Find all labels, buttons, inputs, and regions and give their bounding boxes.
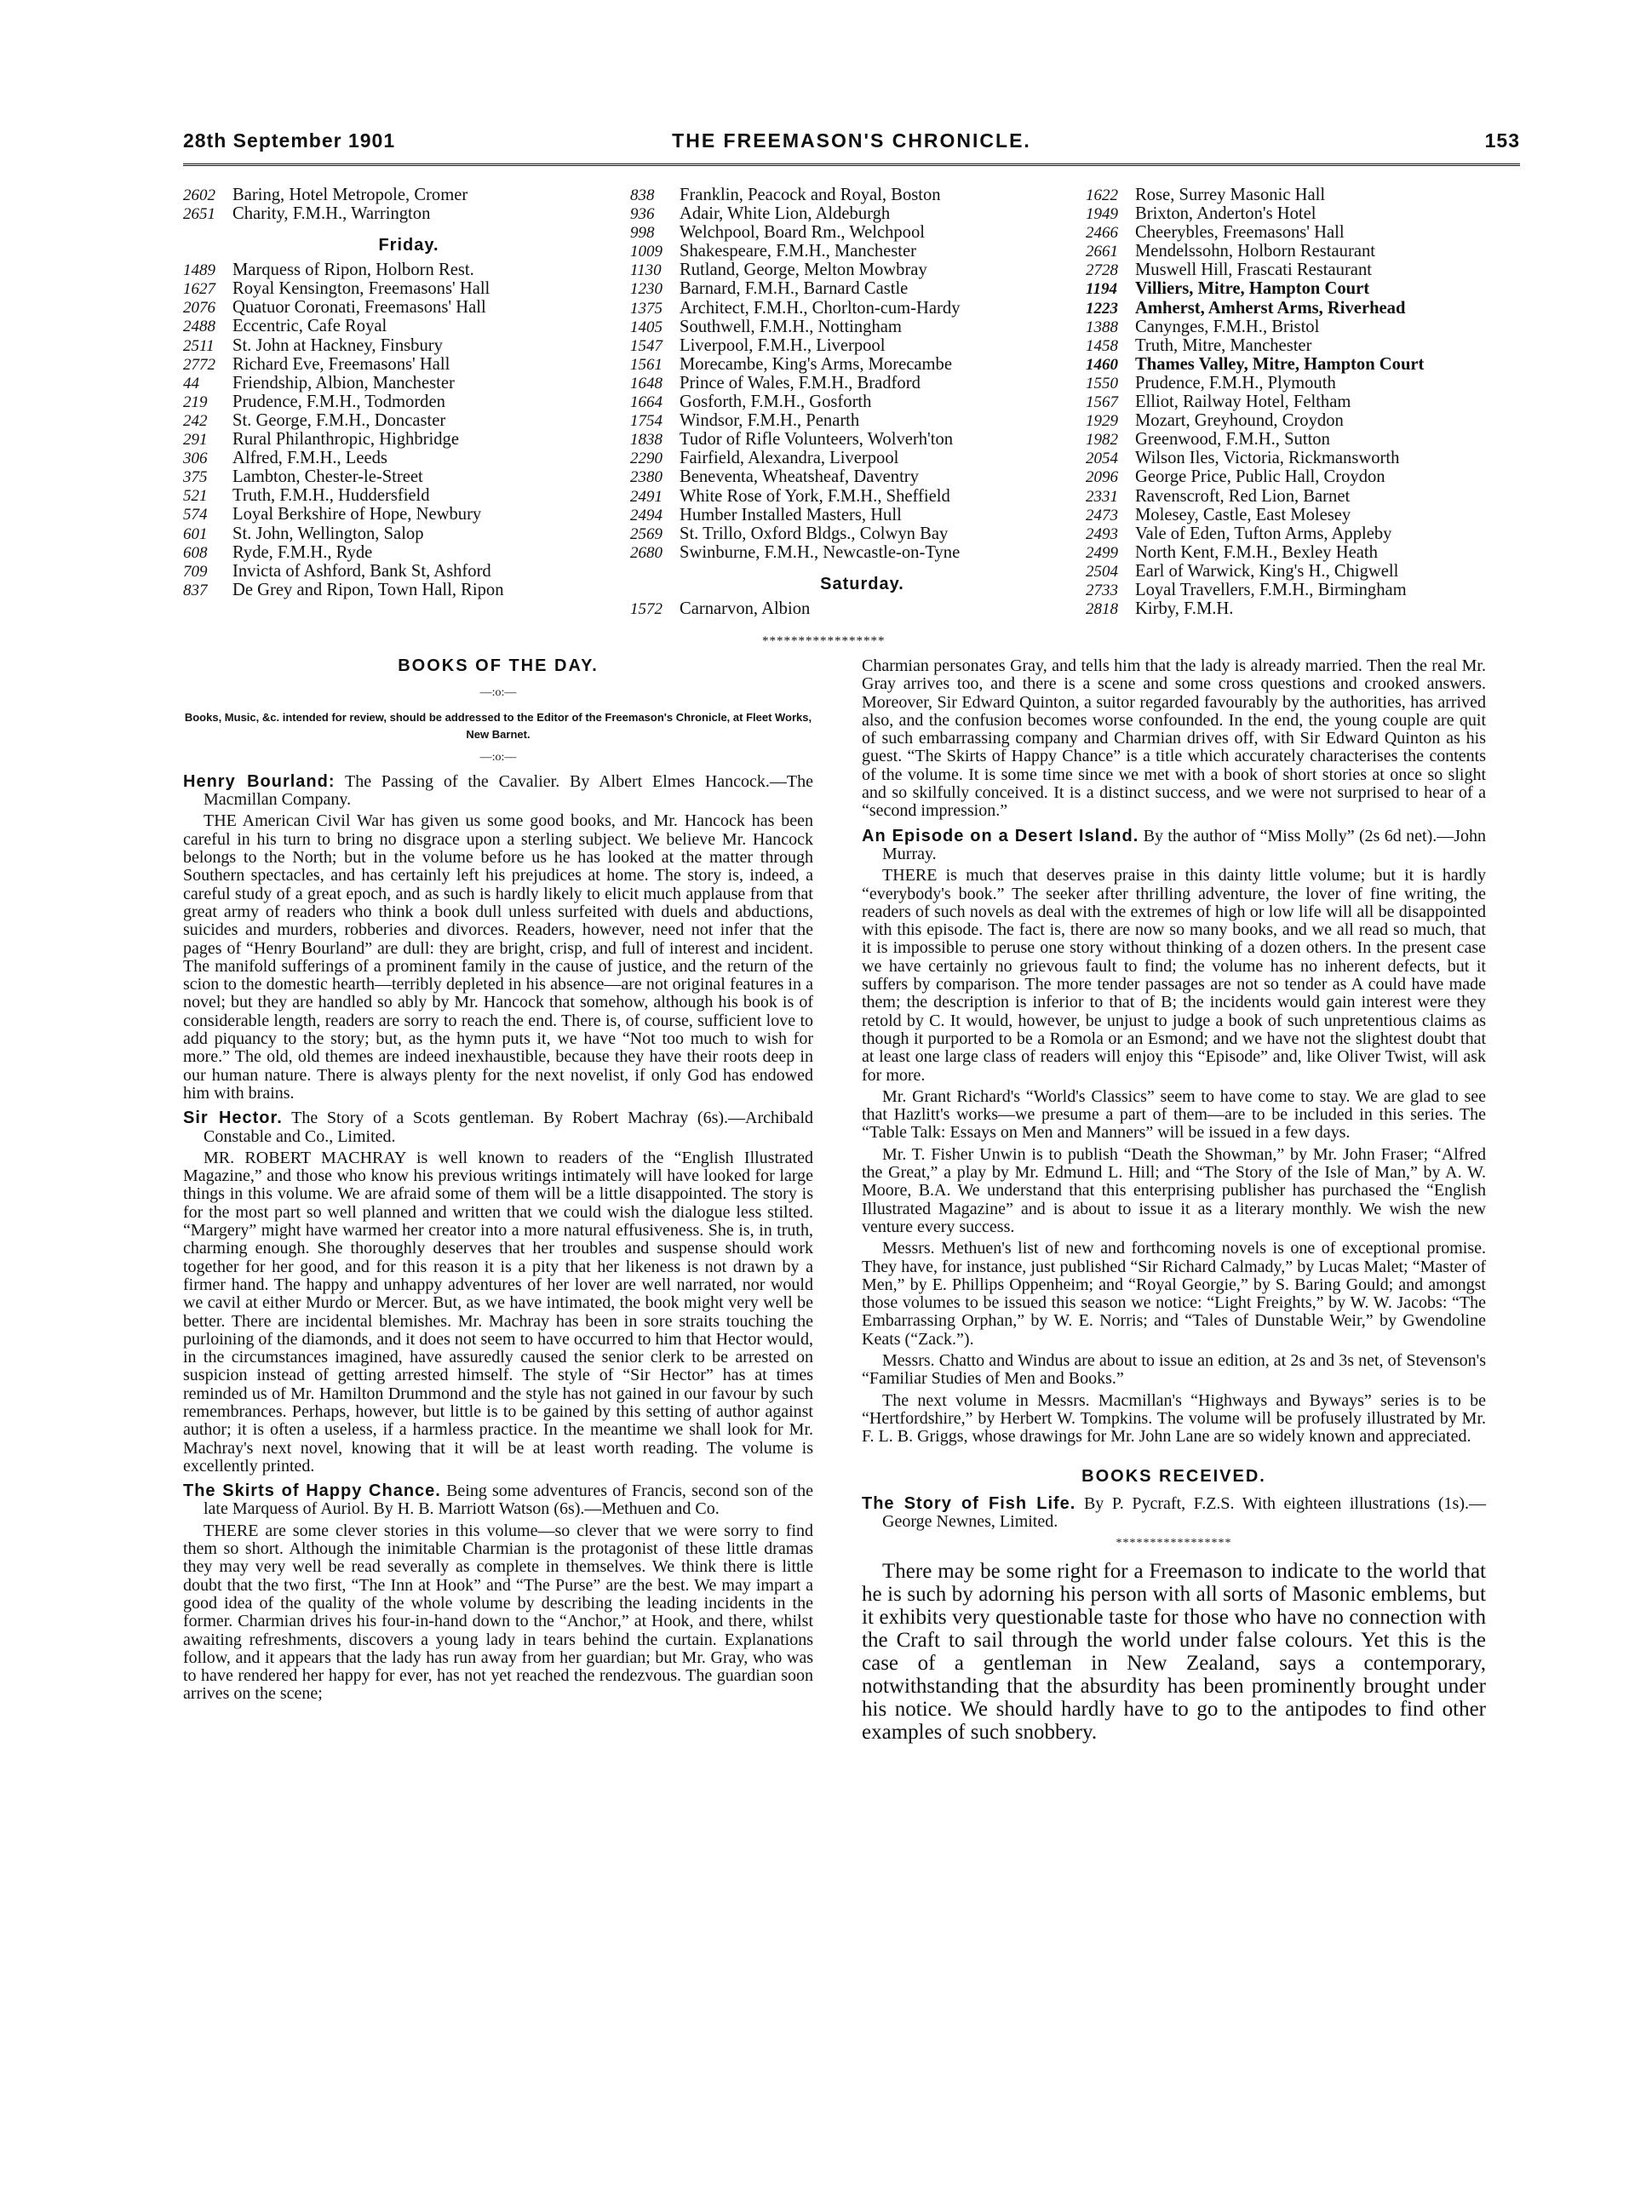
lodge-entry xyxy=(1086,204,1529,223)
lodge-list-col3 xyxy=(1086,186,1529,618)
lodge-list-top xyxy=(183,186,634,223)
lodge-number: 1230 xyxy=(630,280,663,299)
lodge-name: Rutland, George, Melton Mowbray xyxy=(680,261,927,280)
review-details: The Passing of the Cavalier. By Albert Elmes Hancock.—The Macmillan Company. xyxy=(204,771,813,810)
lodge-entry xyxy=(183,374,634,393)
lodge-entry xyxy=(630,186,1094,204)
lodge-name: St. John, Wellington, Salop xyxy=(232,524,424,543)
lodge-entry xyxy=(183,393,634,411)
lodge-name: Prudence, F.M.H., Plymouth xyxy=(1135,373,1336,393)
lodge-number: 1572 xyxy=(630,599,663,618)
lodge-entry xyxy=(183,467,634,486)
lodge-number: 2054 xyxy=(1086,450,1118,468)
lodge-name: Canynges, F.M.H., Bristol xyxy=(1135,317,1320,336)
lodge-name: Truth, F.M.H., Huddersfield xyxy=(232,486,430,506)
lodge-number: 306 xyxy=(183,450,208,468)
lodge-number: 1627 xyxy=(183,280,215,299)
lodge-number: 2499 xyxy=(1086,543,1118,562)
lodge-name: Beneventa, Wheatsheaf, Daventry xyxy=(680,467,919,487)
lodge-name: Loyal Travellers, F.M.H., Birmingham xyxy=(1135,580,1407,599)
lodge-name: De Grey and Ripon, Town Hall, Ripon xyxy=(232,580,504,599)
news-paragraph: Messrs. Methuen's list of new and forthcoming novels is one of exceptional promise. They have, for instance, just published “Sir Richard Calmady,” by Lucas Malet; “Master of Men,” by E. Phillips Oppenheim; and “Royal Georgie,” by S. Baring Gould; and amongst those volumes to be issued this season we notice: “Light Freights,” by W. W. Jacobs: “The Embarrassing Orphan,” by W. E. Norris; and “Tales of Dunstable Weir,” by Gwendoline Keats (“Zack.”). xyxy=(862,1239,1486,1349)
lodge-entry xyxy=(183,411,634,430)
lodge-name: Vale of Eden, Tufton Arms, Appleby xyxy=(1135,524,1392,543)
lodge-entry xyxy=(183,543,634,562)
saturday-heading: Saturday. xyxy=(820,574,904,593)
lodge-name: Shakespeare, F.M.H., Manchester xyxy=(680,242,917,261)
lodge-entry xyxy=(183,449,634,467)
lodge-entry xyxy=(630,318,1094,336)
lodge-number: 837 xyxy=(183,581,208,599)
lodge-name: Prince of Wales, F.M.H., Bradford xyxy=(680,373,921,393)
lodge-number: 2076 xyxy=(183,299,215,318)
received-details: By P. Pycraft, F.Z.S. With eighteen illustrations (1s).—George Newnes, Limited. xyxy=(882,1493,1487,1532)
lodge-number: 2488 xyxy=(183,318,215,336)
lodge-number: 1561 xyxy=(630,355,663,374)
lodge-entry xyxy=(1086,261,1529,279)
lodge-name: Rose, Surrey Masonic Hall xyxy=(1135,186,1326,204)
lodge-entry xyxy=(183,261,634,279)
lodge-name: Welchpool, Board Rm., Welchpool xyxy=(680,223,925,243)
lodge-number: 1388 xyxy=(1086,318,1118,336)
lodge-number: 242 xyxy=(183,411,208,430)
lodge-entry xyxy=(1086,374,1529,393)
lodge-name: Baring, Hotel Metropole, Cromer xyxy=(232,186,468,204)
lodge-number: 2494 xyxy=(630,506,663,524)
lodge-name: White Rose of York, F.M.H., Sheffield xyxy=(680,486,950,506)
lodge-entry xyxy=(1086,223,1529,242)
lodge-number: 2491 xyxy=(630,487,663,506)
lodge-entry xyxy=(630,393,1094,411)
lodge-name: North Kent, F.M.H., Bexley Heath xyxy=(1135,542,1378,562)
lodge-name: Royal Kensington, Freemasons' Hall xyxy=(232,279,490,299)
lodge-number: 1458 xyxy=(1086,336,1118,355)
lodge-name: Loyal Berkshire of Hope, Newbury xyxy=(232,505,482,524)
lodge-number: 2504 xyxy=(1086,562,1118,581)
news-paragraph: Mr. Grant Richard's “World's Classics” seem to have come to stay. We are glad to see that Hazlitt's works—we presume a part of them—are to be included in this series. The “Table Talk: Essays on Men and Manners” will be issued in a few days. xyxy=(862,1086,1486,1143)
lodge-name: Wilson Iles, Victoria, Rickmansworth xyxy=(1135,449,1400,468)
lodge-number: 1648 xyxy=(630,374,663,393)
lodge-name: Ryde, F.M.H., Ryde xyxy=(232,542,373,562)
lodge-entry xyxy=(1086,411,1529,430)
lodge-number: 2728 xyxy=(1086,261,1118,280)
review-title: Henry Bourland: xyxy=(183,771,336,791)
lodge-number: 1754 xyxy=(630,412,663,431)
lodge-number: 1949 xyxy=(1086,205,1118,224)
lodge-entry xyxy=(1086,449,1529,467)
lodge-entry xyxy=(1086,562,1529,581)
lodge-entry xyxy=(183,505,634,524)
lodge-entry xyxy=(630,524,1094,543)
lodge-name: Franklin, Peacock and Royal, Boston xyxy=(680,186,941,204)
lodge-list-saturday xyxy=(630,599,1094,618)
lodge-list-column-1 xyxy=(183,186,634,599)
lodge-number: 709 xyxy=(183,562,208,581)
lodge-name: Truth, Mitre, Manchester xyxy=(1135,335,1312,355)
lodge-name: Kirby, F.M.H. xyxy=(1135,599,1234,619)
lodge-number: 1838 xyxy=(630,431,663,450)
lodge-name: Earl of Warwick, King's H., Chigwell xyxy=(1135,561,1399,581)
lodge-number: 1460 xyxy=(1086,355,1118,374)
lodge-name: Adair, White Lion, Aldeburgh xyxy=(680,204,891,224)
lodge-number: 1375 xyxy=(630,299,663,318)
lodge-number: 2511 xyxy=(183,336,215,355)
lodge-name: Cheerybles, Freemasons' Hall xyxy=(1135,223,1345,243)
lodge-name: Quatuor Coronati, Freemasons' Hall xyxy=(232,298,486,318)
lodge-entry xyxy=(630,299,1094,318)
lodge-entry xyxy=(1086,393,1529,411)
lodge-entry xyxy=(630,355,1094,374)
closing-paragraph: There may be some right for a Freemason to indicate to the world that he is such by adorning his person with all sorts of Masonic emblems, but it exhibits very questionable taste for those who have no connection with the Craft to sail through the world under false colours. Yet this is the case of a gentleman in New Zealand, says a contemporary, notwithstanding that the absurdity has been prominently brought under his notice. We should hardly have to go to the antipodes to find other examples of such snobbery. xyxy=(862,1559,1486,1744)
lodge-entry xyxy=(630,223,1094,242)
lodge-entry xyxy=(1086,355,1529,374)
lodge-entry xyxy=(183,581,634,599)
lodge-name: Elliot, Railway Hotel, Feltham xyxy=(1135,393,1351,412)
lodge-name: Mozart, Greyhound, Croydon xyxy=(1135,411,1344,431)
books-heading: BOOKS OF THE DAY. xyxy=(398,656,599,675)
lodge-number: 1550 xyxy=(1086,374,1118,393)
lodge-entry xyxy=(630,430,1094,449)
review-title: Sir Hector. xyxy=(183,1109,283,1128)
lodge-number: 1194 xyxy=(1086,280,1117,299)
lodge-entry xyxy=(1086,487,1529,506)
lodge-name: St. Trillo, Oxford Bldgs., Colwyn Bay xyxy=(680,524,949,543)
lodge-entry xyxy=(183,298,634,317)
lodge-entry xyxy=(1086,279,1529,298)
lodge-name: Gosforth, F.M.H., Gosforth xyxy=(680,393,872,412)
lodge-name: Friendship, Albion, Manchester xyxy=(232,373,455,393)
lodge-entry xyxy=(1086,467,1529,486)
lodge-number: 1489 xyxy=(183,261,215,280)
separator: —:o:— xyxy=(479,686,517,700)
lodge-name: Lambton, Chester-le-Street xyxy=(232,467,423,487)
received-entry xyxy=(862,1495,1486,1532)
lodge-number: 1982 xyxy=(1086,431,1118,450)
lodge-entry xyxy=(630,204,1094,223)
lodge-entry xyxy=(1086,543,1529,562)
section-divider-stars: ***************** xyxy=(1116,1537,1232,1550)
separator: —:o:— xyxy=(479,750,517,764)
lodge-name: Mendelssohn, Holborn Restaurant xyxy=(1135,242,1375,261)
lodge-entry xyxy=(183,562,634,581)
lodge-number: 1547 xyxy=(630,336,663,355)
lodge-name: Morecambe, King's Arms, Morecambe xyxy=(680,354,952,374)
lodge-entry xyxy=(1086,336,1529,355)
lodge-number: 291 xyxy=(183,431,208,450)
lodge-name: Amherst, Amherst Arms, Riverhead xyxy=(1135,298,1406,318)
lodge-number: 219 xyxy=(183,393,208,411)
lodge-number: 2680 xyxy=(630,543,663,562)
lodge-entry xyxy=(630,599,1094,618)
lodge-list-column-2 xyxy=(630,186,1094,618)
lodge-entry xyxy=(1086,430,1529,449)
review-details: Being some adventures of Francis, second son of the late Marquess of Auriol. By H. B. Marriott Watson (6s).—Methuen and Co. xyxy=(204,1481,814,1519)
lodge-entry xyxy=(183,204,634,223)
lodge-entry xyxy=(1086,186,1529,204)
lodge-entry xyxy=(630,411,1094,430)
lodge-entry xyxy=(630,374,1094,393)
lodge-name: Alfred, F.M.H., Leeds xyxy=(232,449,387,468)
lodge-number: 601 xyxy=(183,524,208,543)
lodge-name: Fairfield, Alexandra, Liverpool xyxy=(680,449,899,468)
lodge-entry xyxy=(630,543,1094,562)
lodge-number: 1929 xyxy=(1086,412,1118,431)
lodge-name: Muswell Hill, Frascati Restaurant xyxy=(1135,261,1372,280)
friday-heading: Friday. xyxy=(378,236,439,255)
lodge-name: Windsor, F.M.H., Penarth xyxy=(680,411,860,431)
lodge-entry xyxy=(630,467,1094,486)
books-received-heading: BOOKS RECEIVED. xyxy=(1081,1467,1266,1487)
lodge-list-col2 xyxy=(630,186,1094,562)
lodge-number: 2466 xyxy=(1086,224,1118,243)
lodge-number: 2602 xyxy=(183,186,215,204)
lodge-number: 2818 xyxy=(1086,600,1118,619)
lodge-name: Carnarvon, Albion xyxy=(680,599,811,618)
review-title: An Episode on a Desert Island. xyxy=(862,826,1139,845)
lodge-entry xyxy=(183,486,634,505)
lodge-entry xyxy=(630,242,1094,261)
lodge-name: Thames Valley, Mitre, Hampton Court xyxy=(1135,354,1425,374)
lodge-number: 608 xyxy=(183,543,208,562)
lodge-number: 1567 xyxy=(1086,393,1118,412)
lodge-name: Humber Installed Masters, Hull xyxy=(680,505,902,524)
lodge-entry xyxy=(183,317,634,335)
article-column-right xyxy=(862,657,1486,1747)
lodge-name: Swinburne, F.M.H., Newcastle-on-Tyne xyxy=(680,542,961,562)
lodge-number: 1130 xyxy=(630,261,662,280)
lodge-entry xyxy=(630,336,1094,355)
lodge-number: 2380 xyxy=(630,468,663,487)
review-heading-desert-island xyxy=(862,828,1486,864)
lodge-name: Brixton, Anderton's Hotel xyxy=(1135,204,1316,224)
lodge-number: 2493 xyxy=(1086,524,1118,543)
section-divider-stars: ***************** xyxy=(762,634,886,648)
review-body: MR. ROBERT MACHRAY is well known to readers of the “English Illustrated Magazine,” and those who know his previous writings intimately will have looked for large things in this volume. We are afraid some of them will be a little disappointed. The story is for the most part so well planned and written that we could wish the dialogue less stilted. “Margery” might have warmed her creator into a more natural effusiveness. She is, in truth, charming enough. She thoroughly deserves that her troubles and suspense should work together for her good, and for this reason it is a pity that her likeness is not drawn by a firmer hand. The happy and unhappy adventures of her lover are well narrated, nor would we cavil at either Murdo or Mercer. But, as we have intimated, the book might very well be better. There are incidental blemishes. Mr. Machray has been in sore straits touching the purloining of the diamonds, and it does not seem to have occurred to him that Hector would, in the circumstances imagined, have assuredly caused the senior clerk to be arrested on suspicion instead of getting arrested himself. The style of “Sir Hector” has at times reminded us of Mr. Hamilton Drummond and the style has not gained in our favour by such remembrances. Perhaps, however, but little is to be gained by this setting of author against author; it is often a useless, if a harmless practice. In the meantime we shall look for Mr. Machray's next novel, knowing that it will be at least worth reading. The volume is excellently printed. xyxy=(183,1148,813,1476)
lodge-name: Tudor of Rifle Volunteers, Wolverh'ton xyxy=(680,430,954,450)
lodge-number: 375 xyxy=(183,468,208,487)
lodge-name: Rural Philanthropic, Highbridge xyxy=(232,430,459,450)
lodge-entry xyxy=(630,487,1094,506)
lodge-number: 1009 xyxy=(630,243,663,261)
lodge-number: 521 xyxy=(183,487,208,506)
lodge-entry xyxy=(630,261,1094,279)
lodge-entry xyxy=(630,506,1094,524)
lodge-name: Ravenscroft, Red Lion, Barnet xyxy=(1135,486,1351,506)
lodge-number: 998 xyxy=(630,224,655,243)
review-title: The Skirts of Happy Chance. xyxy=(183,1481,441,1501)
lodge-name: Architect, F.M.H., Chorlton-cum-Hardy xyxy=(680,298,961,318)
lodge-entry xyxy=(183,524,634,543)
review-heading-sir-hector xyxy=(183,1109,813,1146)
lodge-entry xyxy=(630,279,1094,298)
lodge-entry xyxy=(1086,524,1529,543)
lodge-entry xyxy=(1086,318,1529,336)
review-note: Books, Music, &c. intended for review, should be addressed to the Editor of the Freemason's Chronicle, at Fleet Works, New Barnet. xyxy=(184,710,812,741)
lodge-number: 2569 xyxy=(630,524,663,543)
lodge-entry xyxy=(1086,506,1529,524)
lodge-entry xyxy=(183,336,634,355)
lodge-entry xyxy=(1086,242,1529,261)
lodge-number: 2651 xyxy=(183,205,215,224)
lodge-name: Villiers, Mitre, Hampton Court xyxy=(1135,279,1370,299)
review-details: By the author of “Miss Molly” (2s 6d net).—John Murray. xyxy=(882,826,1487,863)
lodge-name: St. George, F.M.H., Doncaster xyxy=(232,410,446,430)
header-title: THE FREEMASON'S CHRONICLE. xyxy=(672,129,1031,152)
lodge-name: Greenwood, F.M.H., Sutton xyxy=(1135,430,1330,450)
lodge-entry xyxy=(183,186,634,204)
lodge-number: 2096 xyxy=(1086,468,1118,487)
lodge-number: 936 xyxy=(630,205,655,224)
lodge-entry xyxy=(183,279,634,298)
lodge-number: 1405 xyxy=(630,318,663,336)
lodge-entry xyxy=(1086,299,1529,318)
lodge-name: St. John at Hackney, Finsbury xyxy=(232,335,443,355)
news-paragraph: Mr. T. Fisher Unwin is to publish “Death the Showman,” by Mr. John Fraser; “Alfred the Great,” a play by Mr. Edmund L. Hill; and “The Story of the Isle of Man,” by A. W. Moore, B.A. We understand that this enterprising publisher has purchased the “English Illustrated Magazine” and is about to issue it as a literary monthly. We wish the new venture every success. xyxy=(862,1144,1486,1236)
lodge-name: George Price, Public Hall, Croydon xyxy=(1135,467,1385,487)
lodge-number: 44 xyxy=(183,374,199,393)
lodge-number: 2661 xyxy=(1086,243,1118,261)
lodge-number: 2290 xyxy=(630,450,663,468)
article-column-left xyxy=(183,654,813,1707)
lodge-number: 1664 xyxy=(630,393,663,412)
lodge-number: 1622 xyxy=(1086,186,1118,204)
lodge-name: Southwell, F.M.H., Nottingham xyxy=(680,317,902,336)
lodge-entry xyxy=(183,355,634,374)
lodge-entry xyxy=(630,449,1094,467)
lodge-name: Molesey, Castle, East Molesey xyxy=(1135,505,1351,524)
news-paragraph: The next volume in Messrs. Macmillan's “Highways and Byways” series is to be “Hertfordshire,” by Herbert W. Tompkins. The volume will be profusely illustrated by Mr. F. L. B. Griggs, whose drawings for Mr. John Lane are so widely known and appreciated. xyxy=(862,1390,1486,1447)
lodge-entry xyxy=(183,430,634,449)
page-header xyxy=(183,129,1520,166)
lodge-name: Richard Eve, Freemasons' Hall xyxy=(232,354,450,374)
review-body: THERE are some clever stories in this volume—so clever that we were sorry to find them so short. Although the inimitable Charmian is the protagonist of these little dramas they may very well be read severally as complete in themselves. We think there is little doubt that the two first, “The Inn at Hook” and “The Purse” are the best. We may impart a good idea of the quality of the whole volume by describing the leading incidents in the former. Charmian drives his four-in-hand down to the “Anchor,” at Hook, and there, whilst awaiting refreshments, discovers a young lady in tears behind the curtain. Explanations follow, and it appears that the lady has run away from her guardian; but Mr. Gray, who was to have rendered her happy for ever, has not yet reached the rendezvous. The guardian soon arrives on the scene; xyxy=(183,1521,813,1704)
lodge-number: 1223 xyxy=(1086,299,1118,318)
lodge-name: Charity, F.M.H., Warrington xyxy=(232,204,431,224)
lodge-name: Liverpool, F.M.H., Liverpool xyxy=(680,335,886,355)
news-paragraph: Messrs. Chatto and Windus are about to issue an edition, at 2s and 3s net, of Stevenson's “Familiar Studies of Men and Books.” xyxy=(862,1350,1486,1389)
lodge-number: 2331 xyxy=(1086,487,1118,506)
review-details: The Story of a Scots gentleman. By Robert Machray (6s).—Archibald Constable and Co., Limited. xyxy=(204,1109,813,1146)
lodge-name: Invicta of Ashford, Bank St, Ashford xyxy=(232,561,491,581)
lodge-number: 2473 xyxy=(1086,506,1118,524)
review-body: THE American Civil War has given us some good books, and Mr. Hancock has been careful in his turn to bring no disgrace upon a sterling subject. We believe Mr. Hancock belongs to the North; but in the volume before us he has looked at the matter through Southern spectacles, and has certainly left his prejudices at home. The story is, indeed, a careful study of a great epoch, and as such is hardly likely to elicit much applause from that great army of readers who think a book dull unless surfeited with duels and abductions, suicides and murders, robberies and divorces. Readers, however, need not infer that the pages of “Henry Bourland” are dull: they are bright, crisp, and full of interest and incident. The manifold sufferings of a prominent family in the cause of justice, and the return of the scion to the domestic hearth—terribly depleted in his absence—are not original features in a novel; but they are handled so ably by Mr. Hancock that somehow, although his book is of considerable length, readers are sorry to reach the end. There is, of course, sufficient love to add piquancy to the story; but, as the hymn puts it, we have “Not too much to wish for more.” The old, old themes are indeed inexhaustible, because they have their roots deep in our human nature. There is always plenty for the next novelist, if only God has endowed him with brains. xyxy=(183,811,813,1103)
page-number: 153 xyxy=(1484,129,1520,152)
lodge-number: 838 xyxy=(630,186,655,204)
review-body-continued: Charmian personates Gray, and tells him that the lady is already married. Then the real Mr. Gray arrives too, and there is a scene and some cross questions and crooked answers. Moreover, Sir Edward Quinton, a suitor regarded favourably by the authorities, has arrived also, and the confusion becomes worse confounded. In the end, the young couple are quit of such embarrassing company and Charmian drives off, with Sir Edward Quinton as his guest. “The Skirts of Happy Chance” is a title which accurately characterises the contents of the volume. It is some time since we met with a book of short stories at once so slight and so skilfully conceived. It is a distinct success, and we were not surprised to hear of a “second impression.” xyxy=(862,656,1486,821)
lodge-name: Barnard, F.M.H., Barnard Castle xyxy=(680,279,909,299)
lodge-list-friday xyxy=(183,261,634,599)
lodge-name: Prudence, F.M.H., Todmorden xyxy=(232,392,445,411)
lodge-list-column-3 xyxy=(1086,186,1529,618)
review-heading-skirts-happy-chance xyxy=(183,1482,813,1519)
review-heading-henry-bourland xyxy=(183,773,813,810)
lodge-name: Eccentric, Cafe Royal xyxy=(232,317,387,336)
review-body: THERE is much that deserves praise in this dainty little volume; but it is hardly “everybody's book.” The seeker after thrilling adventure, the lover of fine writing, the readers of such novels as deal with the extremes of high or low life will all be disappointed with this episode. The fact is, there are now so many books, and we all read so much, that it is impossible to peruse one story without thinking of a dozen others. In the present case we have certainly no grievous fault to find; the volume has no inherent defects, but it suffers by comparison. The more tender passages are not so tender as A could have made them; the description is inferior to that of B; the incidents would gain interest were they retold by C. It would, however, be unjust to judge a book of such unpretentious claims as though it purported to be a Romola or an Esmond; and we have not the slightest doubt that at least one large class of readers will enjoy this “Episode” and, like Oliver Twist, will ask for more. xyxy=(862,866,1486,1085)
lodge-number: 574 xyxy=(183,506,208,524)
received-title: The Story of Fish Life. xyxy=(862,1493,1076,1513)
header-date: 28th September 1901 xyxy=(183,129,396,152)
lodge-entry xyxy=(1086,581,1529,599)
lodge-entry xyxy=(1086,599,1529,618)
lodge-number: 2733 xyxy=(1086,581,1118,599)
lodge-number: 2772 xyxy=(183,355,215,374)
lodge-name: Marquess of Ripon, Holborn Rest. xyxy=(232,261,474,280)
